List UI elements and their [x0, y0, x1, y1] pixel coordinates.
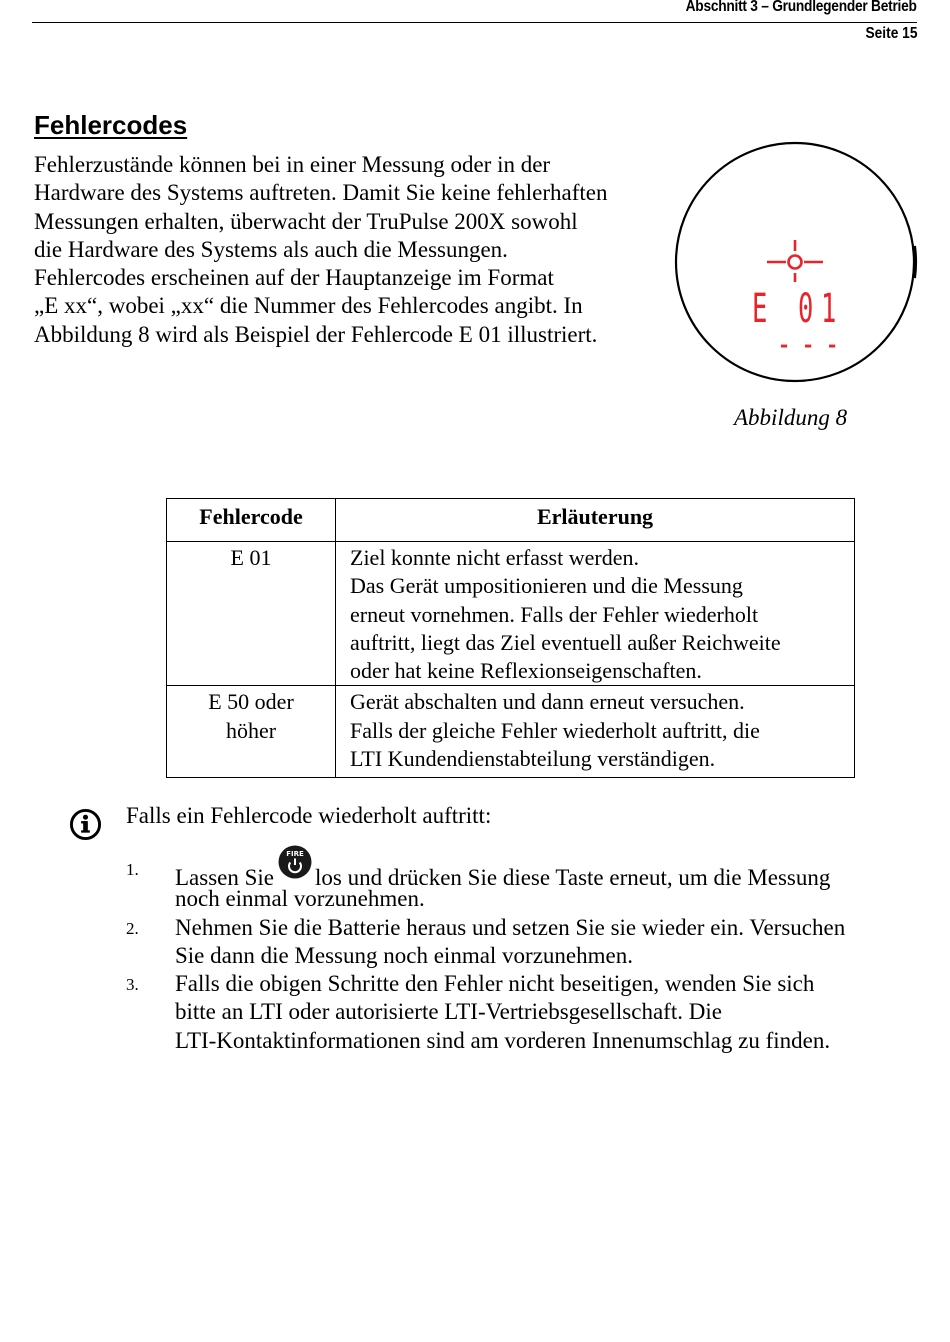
column-header-explanation: Erläuterung	[336, 499, 855, 542]
list-item	[126, 970, 916, 1055]
step-line: Nehmen Sie die Batterie heraus und setzen Sie sie wieder ein. Versuchen	[175, 914, 846, 940]
step-line: noch einmal vorzunehmen.	[175, 886, 425, 912]
display-error-code: E 01	[752, 286, 844, 332]
table-header-row	[167, 499, 855, 542]
explanation-line: oder hat keine Reflexionseigenschaften.	[350, 658, 702, 684]
fire-button-label: FIRE	[286, 850, 304, 858]
page-title: Fehlercodes	[34, 110, 188, 140]
explanation-cell	[336, 542, 855, 686]
explanation-line: Das Gerät umpositionieren und die Messung	[350, 573, 743, 599]
intro-line: die Hardware des Systems als auch die Messungen.	[34, 236, 508, 262]
list-item	[126, 914, 916, 971]
error-code-text: E 50 oder	[208, 689, 294, 715]
explanation-line: Falls der gleiche Fehler wiederholt auftritt, die	[350, 717, 760, 743]
error-code-text: höher	[225, 717, 277, 743]
step-number: 3.	[126, 975, 139, 995]
intro-line: Messungen erhalten, überwacht der TruPulse 200X sowohl	[34, 208, 578, 234]
header-divider	[32, 22, 917, 23]
steps-list	[126, 850, 916, 1055]
intro-line: Hardware des Systems auftreten. Damit Sie keine fehlerhaften	[34, 180, 608, 206]
step-number: 2.	[126, 918, 139, 938]
step-line: Sie dann die Messung noch einmal vorzunehmen.	[175, 942, 633, 968]
intro-line: Fehlercodes erscheinen auf der Hauptanzeige im Format	[34, 265, 554, 291]
lens-edge-mark	[914, 246, 915, 278]
column-header-code: Fehlercode	[167, 499, 336, 542]
display-dashes: - - -	[778, 333, 839, 357]
display-illustration	[670, 136, 922, 388]
step-text: Lassen Sie	[175, 865, 275, 890]
explanation-line: Gerät abschalten und dann erneut versuchen.	[350, 689, 745, 715]
explanation-line: Ziel konnte nicht erfasst werden.	[350, 545, 639, 570]
intro-paragraph	[34, 151, 674, 349]
crosshair-icon	[767, 240, 823, 282]
info-icon	[69, 808, 102, 841]
note-text: Falls ein Fehlercode wiederholt auftritt:	[126, 803, 492, 828]
explanation-cell	[336, 686, 855, 778]
error-code-text: E 01	[230, 545, 272, 570]
fire-button-icon	[278, 845, 312, 879]
error-code-table	[166, 498, 855, 778]
intro-line: Abbildung 8 wird als Beispiel der Fehlercode E 01 illustriert.	[34, 321, 598, 347]
step-text: los und drücken Sie diese Taste erneut, um die Messung	[315, 865, 831, 890]
intro-line: „E xx“, wobei „xx“ die Nummer des Fehlercodes angibt. In	[34, 293, 583, 319]
running-header-section: Abschnitt 3 – Grundlegender Betrieb	[685, 0, 917, 15]
explanation-line: LTI Kundendienstabteilung verständigen.	[350, 746, 716, 772]
step-line: Falls die obigen Schritte den Fehler nicht beseitigen, wenden Sie sich	[175, 971, 815, 997]
step-number: 1.	[126, 860, 139, 879]
error-code-cell	[167, 542, 336, 686]
error-code-cell	[167, 686, 336, 778]
running-header-page: Seite 15	[864, 25, 917, 42]
step-line: LTI-Kontaktinformationen sind am vorderen Innenumschlag zu finden.	[175, 1027, 831, 1053]
explanation-line: erneut vornehmen. Falls der Fehler wiederholt	[350, 601, 759, 627]
table-row	[167, 686, 855, 778]
list-item	[126, 850, 916, 914]
figure-caption: Abbildung 8	[734, 405, 848, 430]
intro-line: Fehlerzustände können bei in einer Messung oder in der	[34, 152, 551, 177]
explanation-line: auftritt, liegt das Ziel eventuell außer Reichweite	[350, 629, 781, 655]
table-row	[167, 542, 855, 686]
step-line: bitte an LTI oder autorisierte LTI-Vertriebsgesellschaft. Die	[175, 999, 722, 1025]
